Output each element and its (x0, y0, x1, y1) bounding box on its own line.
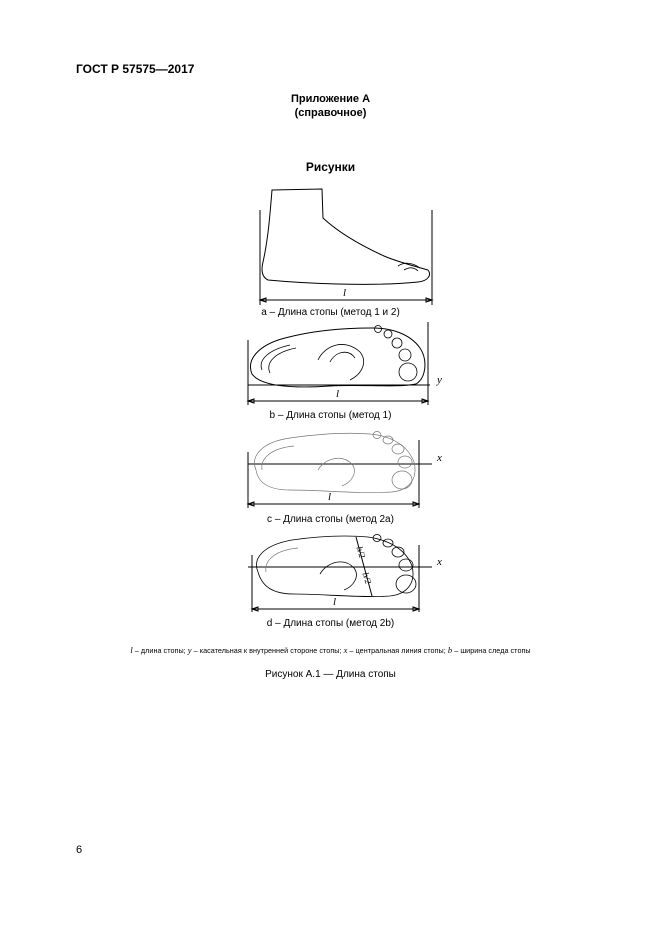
legend-b-symbol: b (447, 645, 453, 655)
section-title: Рисунки (305, 160, 356, 174)
figure-d-drawing (248, 535, 442, 613)
figure-d-half-width-label-top: b/2 (354, 545, 368, 560)
figure-b-length-label: l (336, 388, 340, 400)
document-header: ГОСТ Р 57575—2017 (76, 62, 195, 76)
legend-l-text: – длина стопы; (132, 646, 188, 655)
page-number: 6 (76, 844, 83, 856)
appendix-title: Приложение А (290, 93, 371, 105)
legend-l-symbol: l (130, 645, 133, 655)
legend-y-text: – касательная к внутренней стороне стопы; (191, 646, 344, 655)
figure-d-length-label: l (333, 596, 337, 608)
figure-b-caption: b – Длина стопы (метод 1) (269, 410, 392, 421)
figure-d-half-width-label-bottom: b/2 (360, 571, 374, 586)
legend-x-symbol: x (343, 645, 348, 655)
figure-a-drawing (260, 189, 432, 305)
figure-legend (0, 645, 661, 655)
figure-caption: Рисунок А.1 — Длина стопы (265, 669, 396, 680)
figure-c-caption: c – Длина стопы (метод 2a) (267, 514, 394, 525)
legend-y-symbol: y (187, 645, 192, 655)
figure-c-length-label: l (328, 491, 332, 503)
figure-d-axis-label: x (437, 556, 442, 568)
appendix-type: (справочное) (294, 107, 367, 119)
figure-a-length-label: l (343, 287, 347, 299)
legend-b-text: – ширина следа стопы (452, 646, 531, 655)
figure-c-drawing (248, 432, 442, 509)
figure-c-axis-label: x (437, 452, 442, 464)
figure-b-drawing (248, 322, 442, 405)
legend-x-text: – центральная линия стопы; (347, 646, 448, 655)
figure-d-caption: d – Длина стопы (метод 2b) (266, 618, 395, 629)
figure-b-axis-label: y (437, 374, 442, 386)
figure-a-caption: а – Длина стопы (метод 1 и 2) (261, 307, 400, 318)
